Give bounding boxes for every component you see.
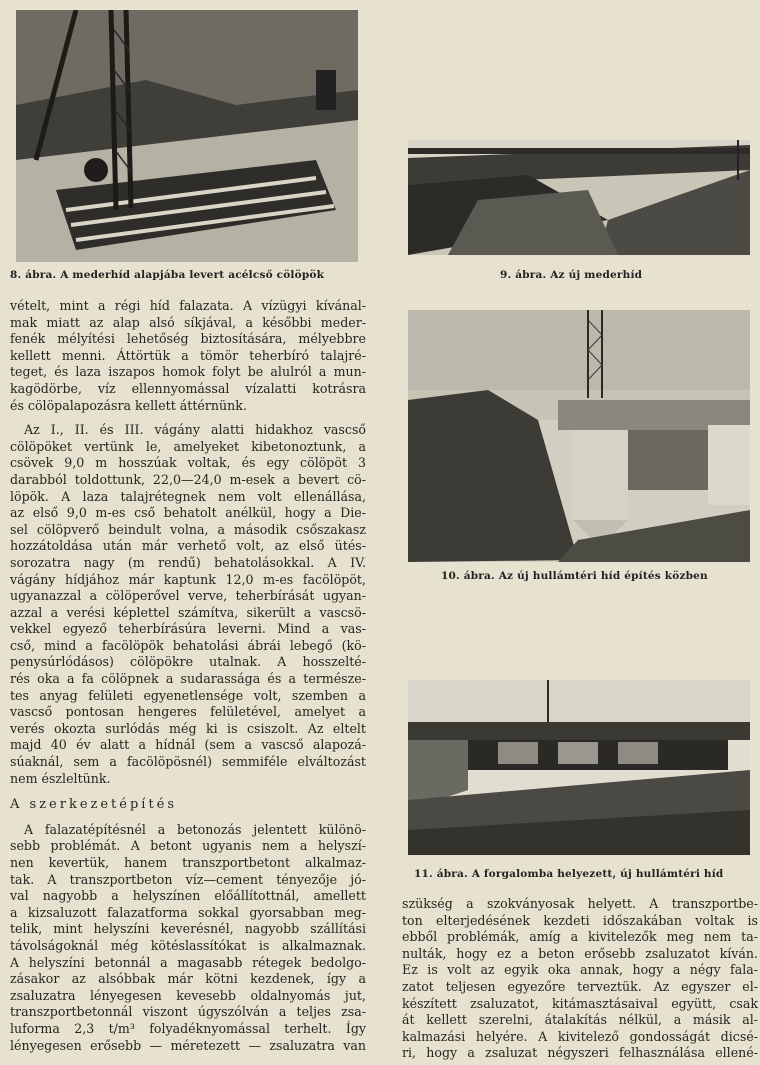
section-heading: A szerkezetépítés [10,797,178,813]
paragraph-3: A falazatépítésnél a betonozás jelentett különö- sebb problémát. A betont ugyanis nem a helyszí- nen kevertük, hanem transzportbetont alkalmaz- tak. A transzportbeton víz—cement tényezője jó- val nagyobb a helyszínen előállítottnál, amellett a kizsaluzott falazatforma sokkal gyorsabban meg- telik, mint helyszíni keverésnél, nagyobb szállítási távolságoknál még kötéslassítókat is alkalmaznak. A helyszíni betonnál a magasabb rétegek bedolgo- zásakor az alsóbbak már kötni kezdenek, így a zsaluzatra lényegesen kevesebb oldalnyomás jut, transzportbetonnál viszont úgyszólván a teljes zsa- luforma 2,3 t/m³ folyadéknyomással terhelt. Így lényegesen erősebb — méretezett — zsaluzatra van [10,821,366,1053]
figure-11-photo [408,680,750,855]
figure-8-caption: 8. ábra. A mederhíd alapjába levert acélcső cölöpök [10,269,325,281]
figure-9-caption: 9. ábra. Az új mederhíd [500,269,643,281]
figure-8-photo [16,10,358,262]
right-text-column [402,896,758,1062]
figure-9-photo [408,140,750,255]
figure-10-caption: 10. ábra. Az új hullámtéri híd építés közben [441,570,708,582]
figure-11-caption: 11. ábra. A forgalomba helyezett, új hullámtéri híd [414,868,724,880]
paragraph-2: Az I., II. és III. vágány alatti hidakhoz vascső cölöpöket vertünk le, amelyeket kibetonoztunk, a csövek 9,0 m hosszúak voltak, és egy cölöpöt 3 darabból toldottunk, 22,0—24,0 m-esek a bevert cö- löpök. A laza talajrétegnek nem volt ellenállása, az első 9,0 m-es cső behatolt anélkül, hogy a Die- sel cölöpverő beindult volna, a második csőszakasz hozzátoldása után már verhető volt, az első ütés- sorozatra nagy (m rendű) behatolásokkal. A IV. vágány hídjához már kaptunk 12,0 m-es facölöpöt, ugyanazzal a cölöperővel verve, teherbírását ugyan- azzal a verési képlettel számítva, sikerült a vascsö- vekkel egyező teherbírásúra leverni. Mind a vas- cső, mind a facölöpök behatolási ábrái lebegő (kö- penysúrlódásos) cölöpökre utalnak. A hosszelté- rés oka a fa cölöpnek a sudarassága és a természe- tes anyag felületi egyenetlensége volt, szemben a vascső pontosan hengeres felületével, amelyet a verés okozta surlódás még ki is csiszolt. Az eltelt majd 40 év alatt a hídnál (sem a vascső alapozá- súaknál, sem a facölöpösnél) semmiféle elváltozást nem észleltünk. [10,422,366,786]
paragraph-1: vételt, mint a régi híd falazata. A vízügyi kívánal- mak miatt az alap alsó síkjával, a későbbi meder- fenék mélyítési lehetőség biztosítására, mélyebbre kellett menni. Áttörtük a tömör teherbíró talajré- teget, és laza iszapos homok folyt be alulról a mun- kagödörbe, víz ellennyomással vízalatti kotrásra és cölöpalapozásra kellett áttérnünk. [10,298,366,413]
paragraph-4: szükség a szokványosak helyett. A transzportbe- ton elterjedésének kezdeti időszakában voltak is ebből problémák, amíg a kivitelezők meg nem ta- nulták, hogy ez a beton erősebb zsaluzatot kíván. Ez is volt az egyik oka annak, hogy a négy fala- zatot teljesen egyezőre terveztük. Az egyszer el- készített zsaluzatot, kitámasztásaival együtt, csak át kellett szerelni, átalakítás nélkül, a másik al- kalmazási helyére. A kivitelező gondosságát dicsé- ri, hogy a zsaluzat négyszeri felhasználása ellené- [402,896,758,1061]
figure-10-photo [408,310,750,562]
left-text-column [10,298,366,1054]
